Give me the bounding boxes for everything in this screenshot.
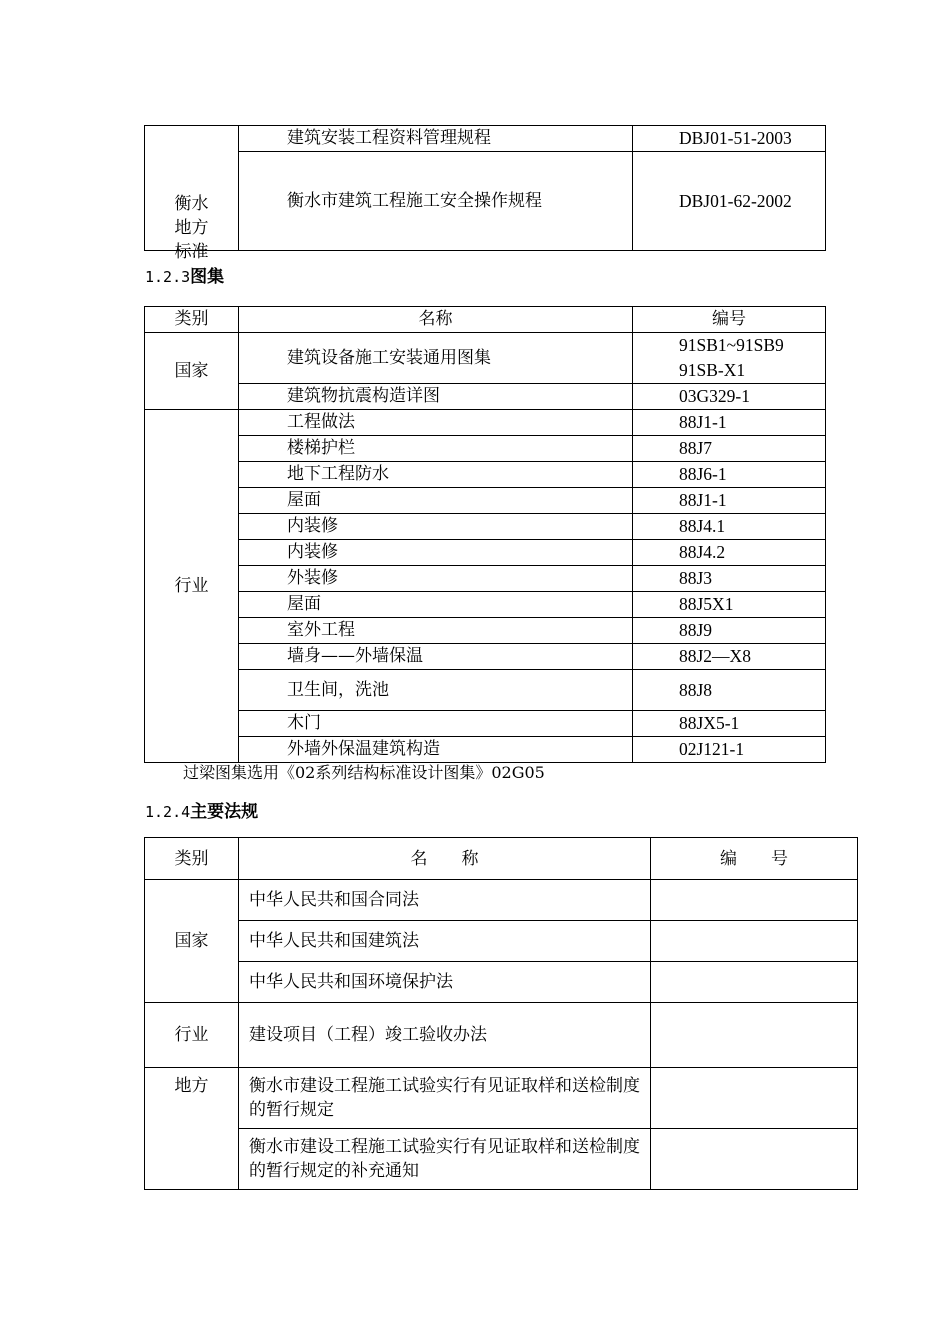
local-standards-table	[144, 125, 826, 262]
category-cell: 行业	[145, 410, 239, 763]
header-code: 编 号	[651, 838, 858, 880]
code-cell: 88J1-1	[633, 488, 826, 514]
table-row	[145, 1129, 858, 1190]
code-cell: 88J7	[633, 436, 826, 462]
header-name: 名 称	[239, 838, 651, 880]
name-cell: 建设项目（工程）竣工验收办法	[239, 1003, 651, 1068]
code-cell: 02J121-1	[633, 737, 826, 763]
section-title: 主要法规	[190, 802, 259, 822]
name-cell: 墙身——外墙保温	[239, 644, 633, 670]
name-cell: 内装修	[239, 540, 633, 566]
code-cell	[651, 880, 858, 921]
table-header-row	[145, 838, 858, 880]
section-heading-atlas	[145, 262, 224, 287]
name-cell: 楼梯护栏	[239, 436, 633, 462]
name-cell: 屋面	[239, 488, 633, 514]
table-row	[145, 566, 826, 592]
name-cell: 外墙外保温建筑构造	[239, 737, 633, 763]
name-cell: 工程做法	[239, 410, 633, 436]
name-cell: 中华人民共和国建筑法	[239, 921, 651, 962]
category-cell: 行业	[145, 1003, 239, 1068]
section-title: 图集	[190, 267, 225, 287]
table-row	[145, 540, 826, 566]
code-cell: 88J6-1	[633, 462, 826, 488]
name-cell: 地下工程防水	[239, 462, 633, 488]
section-number: 1.2.3	[145, 268, 191, 286]
category-cell: 国家	[145, 333, 239, 410]
code-cell: 88J9	[633, 618, 826, 644]
name-cell: 木门	[239, 711, 633, 737]
header-category: 类别	[145, 838, 239, 880]
header-category: 类别	[145, 307, 239, 333]
code-cell: 88J2—X8	[633, 644, 826, 670]
code-cell	[651, 921, 858, 962]
name-cell: 衡水市建设工程施工试验实行有见证取样和送检制度的暂行规定的补充通知	[239, 1129, 651, 1190]
table-row	[145, 962, 858, 1003]
table-row	[145, 921, 858, 962]
table-row	[145, 488, 826, 514]
code-cell	[651, 962, 858, 1003]
name-cell: 建筑设备施工安装通用图集	[239, 333, 633, 384]
name-cell: 衡水市建设工程施工试验实行有见证取样和送检制度的暂行规定	[239, 1068, 651, 1129]
table-header-row	[145, 307, 826, 333]
category-cell: 地方	[145, 1068, 239, 1190]
code-cell	[651, 1003, 858, 1068]
code-cell: 88J8	[633, 670, 826, 711]
regulations-table	[144, 837, 858, 1190]
code-cell: DBJ01-62-2002	[633, 152, 826, 251]
table-row	[145, 880, 858, 921]
table-row	[145, 384, 826, 410]
code-cell: 88J4.1	[633, 514, 826, 540]
name-cell: 建筑安装工程资料管理规程	[239, 126, 633, 152]
table-row	[145, 618, 826, 644]
code-cell: 91SB1~91SB9 91SB-X1	[633, 333, 826, 384]
code-cell: 88J3	[633, 566, 826, 592]
name-cell: 衡水市建筑工程施工安全操作规程	[239, 152, 633, 251]
code-cell: DBJ01-51-2003	[633, 126, 826, 152]
table-row	[145, 711, 826, 737]
code-cell	[651, 1129, 858, 1190]
category-label: 衡水地方标准	[174, 194, 209, 262]
header-code: 编号	[633, 307, 826, 333]
lintel-atlas-note: 过梁图集选用《02系列结构标准设计图集》02G05	[183, 763, 545, 782]
table-row	[145, 592, 826, 618]
code-cell: 88J1-1	[633, 410, 826, 436]
name-cell: 卫生间，洗池	[239, 670, 633, 711]
table-row	[145, 152, 826, 251]
name-cell: 室外工程	[239, 618, 633, 644]
table-row	[145, 737, 826, 763]
code-cell: 03G329-1	[633, 384, 826, 410]
atlas-table	[144, 306, 826, 763]
table-row	[145, 126, 826, 152]
table-row	[145, 670, 826, 711]
table-row	[145, 436, 826, 462]
header-name: 名称	[239, 307, 633, 333]
table-row	[145, 644, 826, 670]
table-row	[145, 514, 826, 540]
category-cell: 国家	[145, 880, 239, 1003]
table-row	[145, 462, 826, 488]
name-cell: 外装修	[239, 566, 633, 592]
name-cell: 中华人民共和国环境保护法	[239, 962, 651, 1003]
code-cell: 88J4.2	[633, 540, 826, 566]
category-cell	[145, 126, 239, 262]
table-row	[145, 333, 826, 384]
name-cell: 内装修	[239, 514, 633, 540]
code-cell: 88J5X1	[633, 592, 826, 618]
name-cell: 屋面	[239, 592, 633, 618]
section-number: 1.2.4	[145, 803, 191, 821]
code-cell	[651, 1068, 858, 1129]
code-cell: 88JX5-1	[633, 711, 826, 737]
section-heading-laws	[145, 797, 258, 822]
table-row	[145, 410, 826, 436]
name-cell: 建筑物抗震构造详图	[239, 384, 633, 410]
name-cell: 中华人民共和国合同法	[239, 880, 651, 921]
table-row	[145, 1068, 858, 1129]
table-row	[145, 1003, 858, 1068]
